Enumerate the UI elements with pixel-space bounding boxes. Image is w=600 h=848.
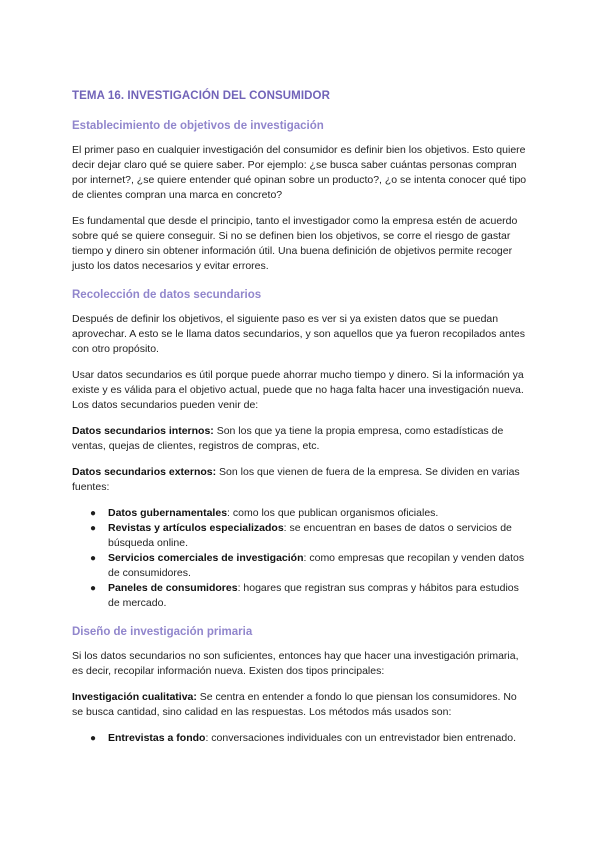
section-heading-datos-secundarios: Recolección de datos secundarios	[72, 289, 262, 301]
paragraph: Si los datos secundarios no son suficientes, entonces hay que hacer una investigación primaria, es decir, recopilar información nueva. Existen dos tipos principales:	[72, 650, 519, 677]
paragraph-cualitativa	[72, 690, 528, 720]
item-label: Paneles de consumidores	[108, 582, 238, 594]
bullet-icon: ●	[90, 553, 97, 564]
bullet-list-fuentes	[72, 506, 528, 611]
term-text: Se centra en entender a fondo lo que piensan los consumidores. No se busca cantidad, sino calidad en las respuestas. Los métodos más usados son:	[72, 691, 517, 718]
bullet-icon: ●	[90, 523, 97, 534]
page-title: TEMA 16. INVESTIGACIÓN DEL CONSUMIDOR	[72, 90, 331, 102]
paragraph-externos	[72, 465, 528, 495]
term-text: Son los que ya tiene la propia empresa, como estadísticas de ventas, quejas de clientes, registros de compras, etc.	[72, 425, 504, 452]
item-label: Entrevistas a fondo	[108, 732, 206, 744]
bullet-list-metodos	[72, 731, 528, 746]
paragraph-internos	[72, 424, 528, 454]
bullet-icon: ●	[90, 733, 97, 744]
list-item	[72, 506, 528, 521]
paragraph: Usar datos secundarios es útil porque puede ahorrar mucho tiempo y dinero. Si la información ya existe y es válida para el objetivo actual, puede que no haga falta hacer una investigación nueva. Los datos secundarios pueden venir de:	[72, 369, 524, 411]
list-item	[72, 521, 528, 551]
item-text: : se encuentran en bases de datos o servicios de búsqueda online.	[108, 522, 512, 549]
list-item	[72, 581, 528, 611]
paragraph: Es fundamental que desde el principio, tanto el investigador como la empresa estén de acuerdo sobre qué se quiere conseguir. Si no se definen bien los objetivos, se corre el riesgo de gastar tiempo y dinero sin obtener información útil. Una buena definición de objetivos permite recoger justo los datos necesarios y evitar errores.	[72, 215, 518, 272]
list-item	[72, 731, 528, 746]
paragraph: El primer paso en cualquier investigación del consumidor es definir bien los objetivos. Esto quiere decir dejar claro qué se quiere saber. Por ejemplo: ¿se busca saber cuántas personas compran por internet?, ¿se quiere entender qué opinan sobre un producto?, ¿o se intenta conocer qué tipo de clientes compran una marca en concreto?	[72, 144, 527, 201]
paragraph: Después de definir los objetivos, el siguiente paso es ver si ya existen datos que se puedan aprovechar. A esto se le llama datos secundarios, y son aquellos que ya fueron recopilados antes con otro propósito.	[72, 313, 525, 355]
item-text: : como los que publican organismos oficiales.	[227, 507, 439, 519]
term-label: Investigación cualitativa:	[72, 691, 197, 703]
item-label: Revistas y artículos especializados	[108, 522, 284, 534]
section-heading-investigacion-primaria: Diseño de investigación primaria	[72, 626, 253, 638]
section-heading-objetivos: Establecimiento de objetivos de investigación	[72, 120, 324, 132]
bullet-icon: ●	[90, 508, 97, 519]
term-label: Datos secundarios externos:	[72, 466, 217, 478]
bullet-icon: ●	[90, 583, 97, 594]
list-item	[72, 551, 528, 581]
item-label: Datos gubernamentales	[108, 507, 228, 519]
item-text: : hogares que registran sus compras y hábitos para estudios de mercado.	[108, 582, 519, 609]
item-label: Servicios comerciales de investigación	[108, 552, 304, 564]
item-text: : conversaciones individuales con un entrevistador bien entrenado.	[205, 732, 516, 744]
term-label: Datos secundarios internos:	[72, 425, 214, 437]
item-text: : como empresas que recopilan y venden datos de consumidores.	[108, 552, 525, 579]
term-text: Son los que vienen de fuera de la empresa. Se dividen en varias fuentes:	[72, 466, 520, 493]
